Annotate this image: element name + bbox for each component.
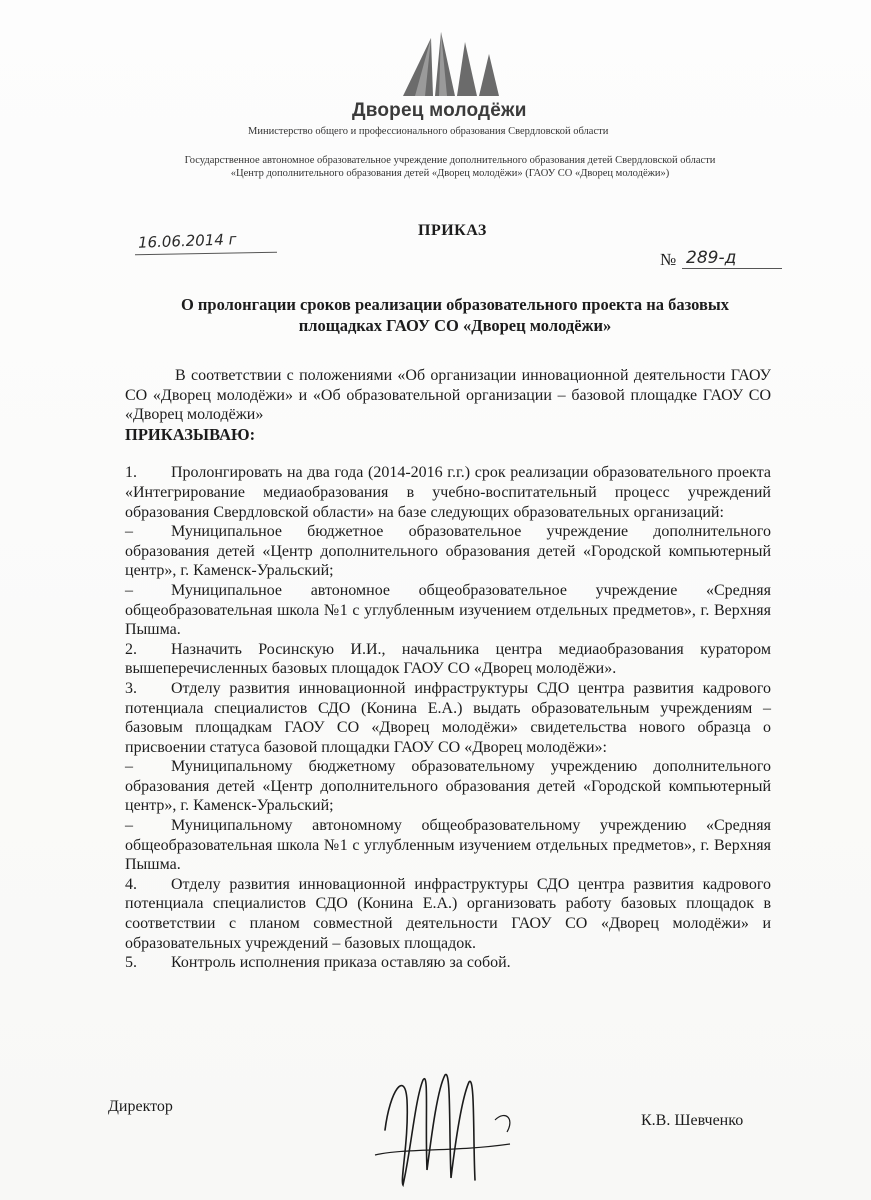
order-body	[125, 366, 771, 973]
item-text: Отделу развития инновационной инфраструктуры СДО центра развития кадрового потенциала специалистов СДО (Конина Е.А.) организовать работу базовых площадок в соответствии с планом совместной деятельности ГАОУ СО «Дворец молодёжи» и образовательных учреждений – базовых площадок.	[125, 875, 771, 952]
item-text: Муниципальному автономному общеобразовательному учреждению «Средняя общеобразовательная школа №1 с углубленным изучением отдельных предметов», г. Верхняя Пышма.	[125, 817, 771, 874]
item-text: Назначить Росинскую И.И., начальника центра медиаобразования куратором вышеперечисленных базовых площадок ГАОУ СО «Дворец молодёжи».	[125, 640, 771, 678]
institution-line-2: «Центр дополнительного образования детей «Дворец молодёжи» (ГАОУ СО «Дворец молодёжи»)	[230, 168, 670, 179]
item-text: Муниципальное бюджетное образовательное учреждение дополнительного образования детей «Центр дополнительного образования детей «Городской компьютерный центр», г. Каменск-Уральский;	[125, 523, 771, 580]
item-number: 2.	[125, 640, 137, 658]
decree-word: ПРИКАЗЫВАЮ:	[125, 424, 256, 444]
order-date: 16.06.2014 г	[137, 230, 237, 252]
item-number: –	[125, 523, 133, 541]
institution-name	[150, 154, 750, 180]
list-item	[125, 581, 771, 640]
signature-icon	[345, 1060, 545, 1190]
list-item	[125, 953, 771, 973]
item-text: Муниципальное автономное общеобразовательное учреждение «Средняя общеобразовательная школа №1 с углубленным изучением отдельных предметов», г. Верхняя Пышма.	[125, 581, 771, 639]
list-item	[125, 463, 771, 522]
list-item	[125, 816, 771, 875]
item-number: –	[125, 758, 133, 776]
date-underline	[135, 252, 277, 255]
director-title: Директор	[108, 1098, 173, 1115]
list-item	[125, 875, 771, 953]
order-number: 289-д	[686, 248, 737, 268]
list-item	[125, 640, 771, 679]
item-text: Отделу развития инновационной инфраструктуры СДО центра развития кадрового потенциала специалистов СДО (Конина Е.А.) выдать образовательным учреждениям – базовым площадкам ГАОУ СО «Дворец молодёжи» свидетельства нового образца о присвоении статуса базовой площадки ГАОУ СО «Дворец молодёжи»:	[125, 679, 771, 756]
order-subject: О пролонгации сроков реализации образовательного проекта на базовых площадках ГАОУ СО «Дворец молодёжи»	[180, 295, 730, 335]
organization-logo-icon	[395, 28, 515, 98]
list-item	[125, 522, 771, 581]
item-number: 4.	[125, 875, 137, 893]
item-number: –	[125, 581, 133, 599]
item-text: Контроль исполнения приказа оставляю за собой.	[171, 954, 511, 972]
item-number: 3.	[125, 679, 137, 697]
order-title: ПРИКАЗ	[418, 222, 487, 239]
item-number: 5.	[125, 954, 137, 972]
item-text: Пролонгировать на два года (2014-2016 г.г.) срок реализации образовательного проекта «Интегрирование медиаобразования в учебно-воспитательный процесс учреждений образования Свердловской области» на базе следующих образовательных организаций:	[125, 464, 771, 521]
item-number: –	[125, 817, 133, 835]
director-name: К.В. Шевченко	[641, 1112, 744, 1129]
preamble-paragraph: В соответствии с положениями «Об организации инновационной деятельности ГАОУ СО «Дворец молодёжи» и «Об образовательной организации – базовой площадке ГАОУ СО «Дворец молодёжи»	[125, 367, 771, 424]
ministry-name: Министерство общего и профессионального образования Свердловской области	[248, 126, 609, 137]
item-number: 1.	[125, 464, 137, 482]
number-sign: №	[660, 250, 677, 269]
institution-line-1: Государственное автономное образовательное учреждение дополнительного образования детей Свердловской области	[184, 155, 716, 166]
organization-name: Дворец молодёжи	[352, 100, 527, 121]
item-text: Муниципальному бюджетному образовательному учреждению дополнительного образования детей «Центр дополнительного образования детей «Городской компьютерный центр», г. Каменск-Уральский;	[125, 758, 771, 815]
list-item	[125, 679, 771, 757]
list-item	[125, 757, 771, 816]
number-underline	[682, 268, 782, 269]
